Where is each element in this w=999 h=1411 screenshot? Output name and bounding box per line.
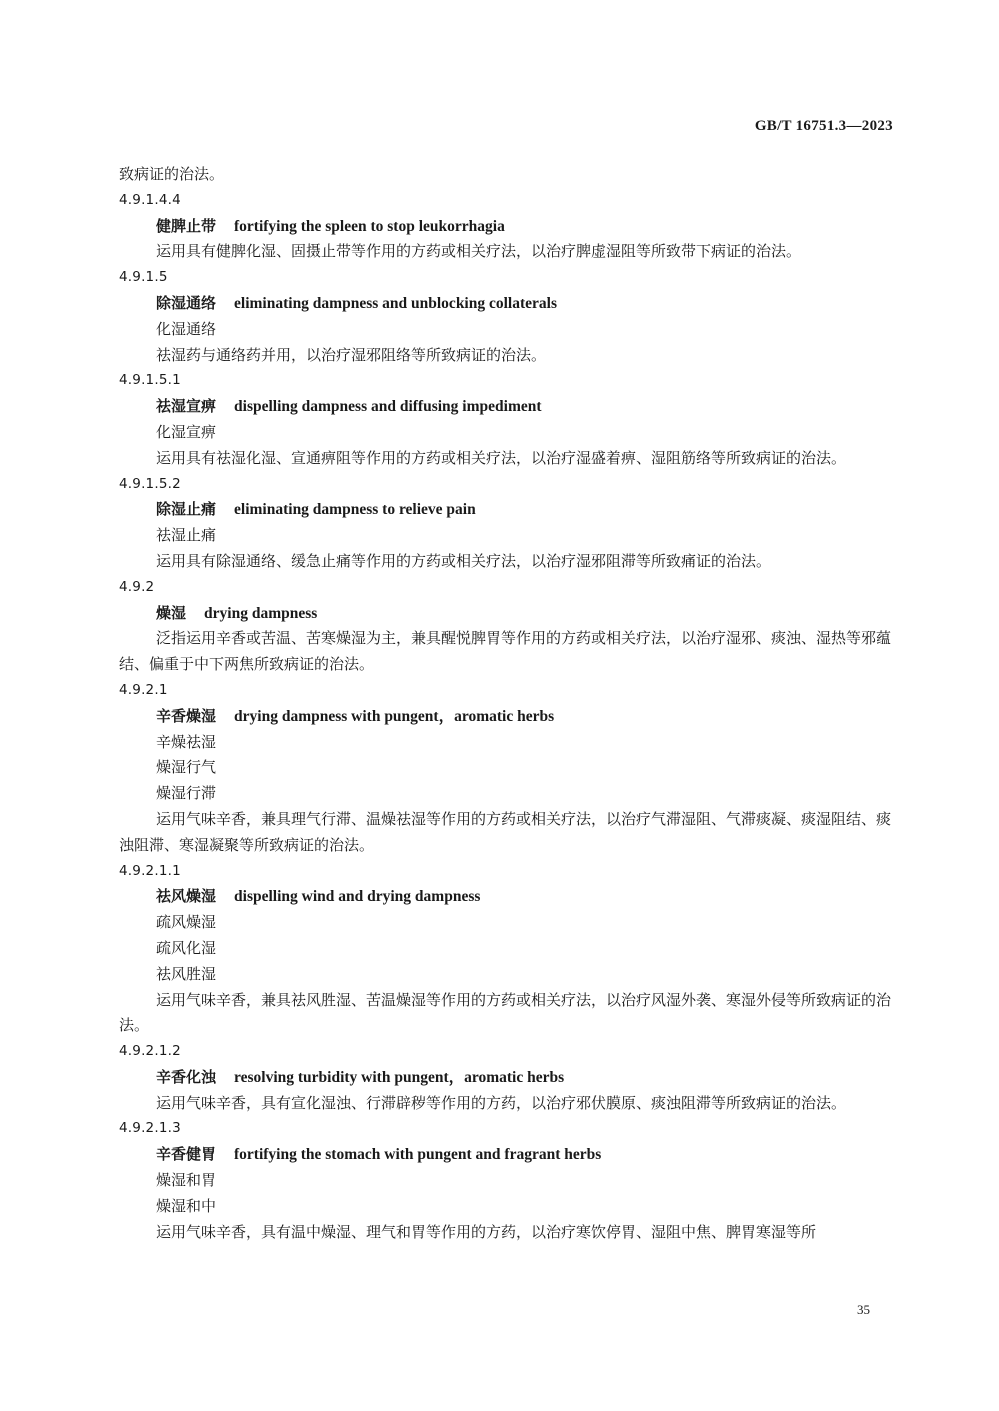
term-english: resolving turbidity with pungent，aromatic herbs — [234, 1068, 565, 1086]
term-english: eliminating dampness to relieve pain — [234, 501, 476, 519]
term-chinese: 辛香健胃 — [156, 1145, 217, 1164]
term-chinese: 除湿通络 — [156, 293, 217, 312]
definition-text: 祛湿药与通络药并用，以治疗湿邪阻络等所致病证的治法。 — [156, 345, 547, 364]
term-chinese: 祛湿宣痹 — [156, 397, 217, 416]
definition-text: 运用具有健脾化湿、固摄止带等作用的方药或相关疗法，以治疗脾虚湿阻等所致带下病证的治法。 — [156, 242, 802, 261]
term-english: dispelling dampness and diffusing impediment — [234, 398, 542, 416]
term-english: fortifying the spleen to stop leukorrhagia — [234, 217, 505, 235]
definition-text: 运用气味辛香，具有温中燥湿、理气和胃等作用的方药，以治疗寒饮停胃、湿阻中焦、脾胃寒湿等所 — [156, 1222, 817, 1241]
entry-number: 4.9.1.5.1 — [119, 372, 181, 389]
term-entry — [119, 678, 891, 859]
term-heading — [119, 1142, 891, 1168]
synonym-term: 祛风胜湿 — [156, 964, 217, 983]
term-chinese: 燥湿 — [156, 603, 187, 622]
synonym-term: 疏风燥湿 — [156, 913, 217, 932]
document-body — [119, 162, 891, 1245]
synonym-term: 燥湿行滞 — [156, 784, 217, 803]
term-entry — [119, 1116, 891, 1245]
synonym-term: 燥湿和中 — [156, 1196, 217, 1215]
entry-number: 4.9.1.5 — [119, 269, 168, 286]
term-english: dispelling wind and drying dampness — [234, 888, 481, 906]
term-chinese: 除湿止痛 — [156, 500, 217, 519]
term-heading — [119, 601, 891, 627]
term-english: eliminating dampness and unblocking collaterals — [234, 294, 557, 312]
definition-text: 运用气味辛香，具有宣化湿浊、行滞辟秽等作用的方药，以治疗邪伏膜原、痰浊阻滞等所致病证的治法。 — [156, 1093, 847, 1112]
page-number: 35 — [857, 1302, 870, 1317]
entry-number: 4.9.2 — [119, 578, 155, 595]
term-heading — [119, 1065, 891, 1091]
term-english: fortifying the stomach with pungent and fragrant herbs — [234, 1146, 602, 1164]
entry-list — [119, 188, 891, 1246]
term-heading — [119, 394, 891, 420]
standard-code-header: GB/T 16751.3—2023 — [754, 118, 893, 134]
entry-number: 4.9.1.5.2 — [119, 475, 181, 492]
term-heading — [119, 214, 891, 240]
definition-text: 运用气味辛香，兼具理气行滞、温燥祛湿等作用的方药或相关疗法，以治疗气滞湿阻、气滞痰凝、痰湿阻结、痰浊阻滞、寒湿凝聚等所致病证的治法。 — [119, 809, 892, 854]
synonym-term: 疏风化湿 — [156, 938, 217, 957]
term-heading — [119, 704, 891, 730]
term-entry — [119, 188, 891, 265]
entry-number: 4.9.2.1.1 — [119, 862, 181, 879]
term-entry — [119, 1039, 891, 1116]
definition-text: 泛指运用辛香或苦温、苦寒燥湿为主，兼具醒悦脾胃等作用的方药或相关疗法，以治疗湿邪、痰浊、湿热等邪蕴结、偏重于中下两焦所致病证的治法。 — [119, 629, 892, 674]
term-english: drying dampness — [204, 604, 318, 622]
definition-text: 运用具有祛湿化湿、宣通痹阻等作用的方药或相关疗法，以治疗湿盛着痹、湿阻筋络等所致病证的治法。 — [156, 448, 847, 467]
synonym-term: 化湿宣痹 — [156, 422, 217, 441]
synonym-term: 辛燥祛湿 — [156, 732, 217, 751]
entry-number: 4.9.2.1 — [119, 681, 168, 698]
term-entry — [119, 265, 891, 368]
entry-number: 4.9.1.4.4 — [119, 191, 181, 208]
term-entry — [119, 859, 891, 1040]
synonym-term: 燥湿和胃 — [156, 1171, 217, 1190]
term-chinese: 辛香化浊 — [156, 1067, 217, 1086]
synonym-term: 祛湿止痛 — [156, 526, 217, 545]
term-heading — [119, 497, 891, 523]
term-entry — [119, 368, 891, 471]
term-entry — [119, 575, 891, 678]
entry-number: 4.9.2.1.3 — [119, 1120, 181, 1137]
definition-text: 运用气味辛香，兼具祛风胜湿、苦温燥湿等作用的方药或相关疗法，以治疗风湿外袭、寒湿外侵等所致病证的治法。 — [119, 990, 892, 1035]
definition-text: 运用具有除湿通络、缓急止痛等作用的方药或相关疗法，以治疗湿邪阻滞等所致痛证的治法。 — [156, 551, 772, 570]
entry-number: 4.9.2.1.2 — [119, 1043, 181, 1060]
term-entry — [119, 472, 891, 575]
synonym-term: 燥湿行气 — [156, 758, 217, 777]
term-chinese: 祛风燥湿 — [156, 887, 217, 906]
term-chinese: 辛香燥湿 — [156, 706, 217, 725]
term-english: drying dampness with pungent，aromatic herbs — [234, 707, 555, 725]
term-chinese: 健脾止带 — [156, 216, 217, 235]
continuation-text: 致病证的治法。 — [119, 165, 225, 183]
synonym-term: 化湿通络 — [156, 319, 217, 338]
term-heading — [119, 291, 891, 317]
term-heading — [119, 884, 891, 910]
